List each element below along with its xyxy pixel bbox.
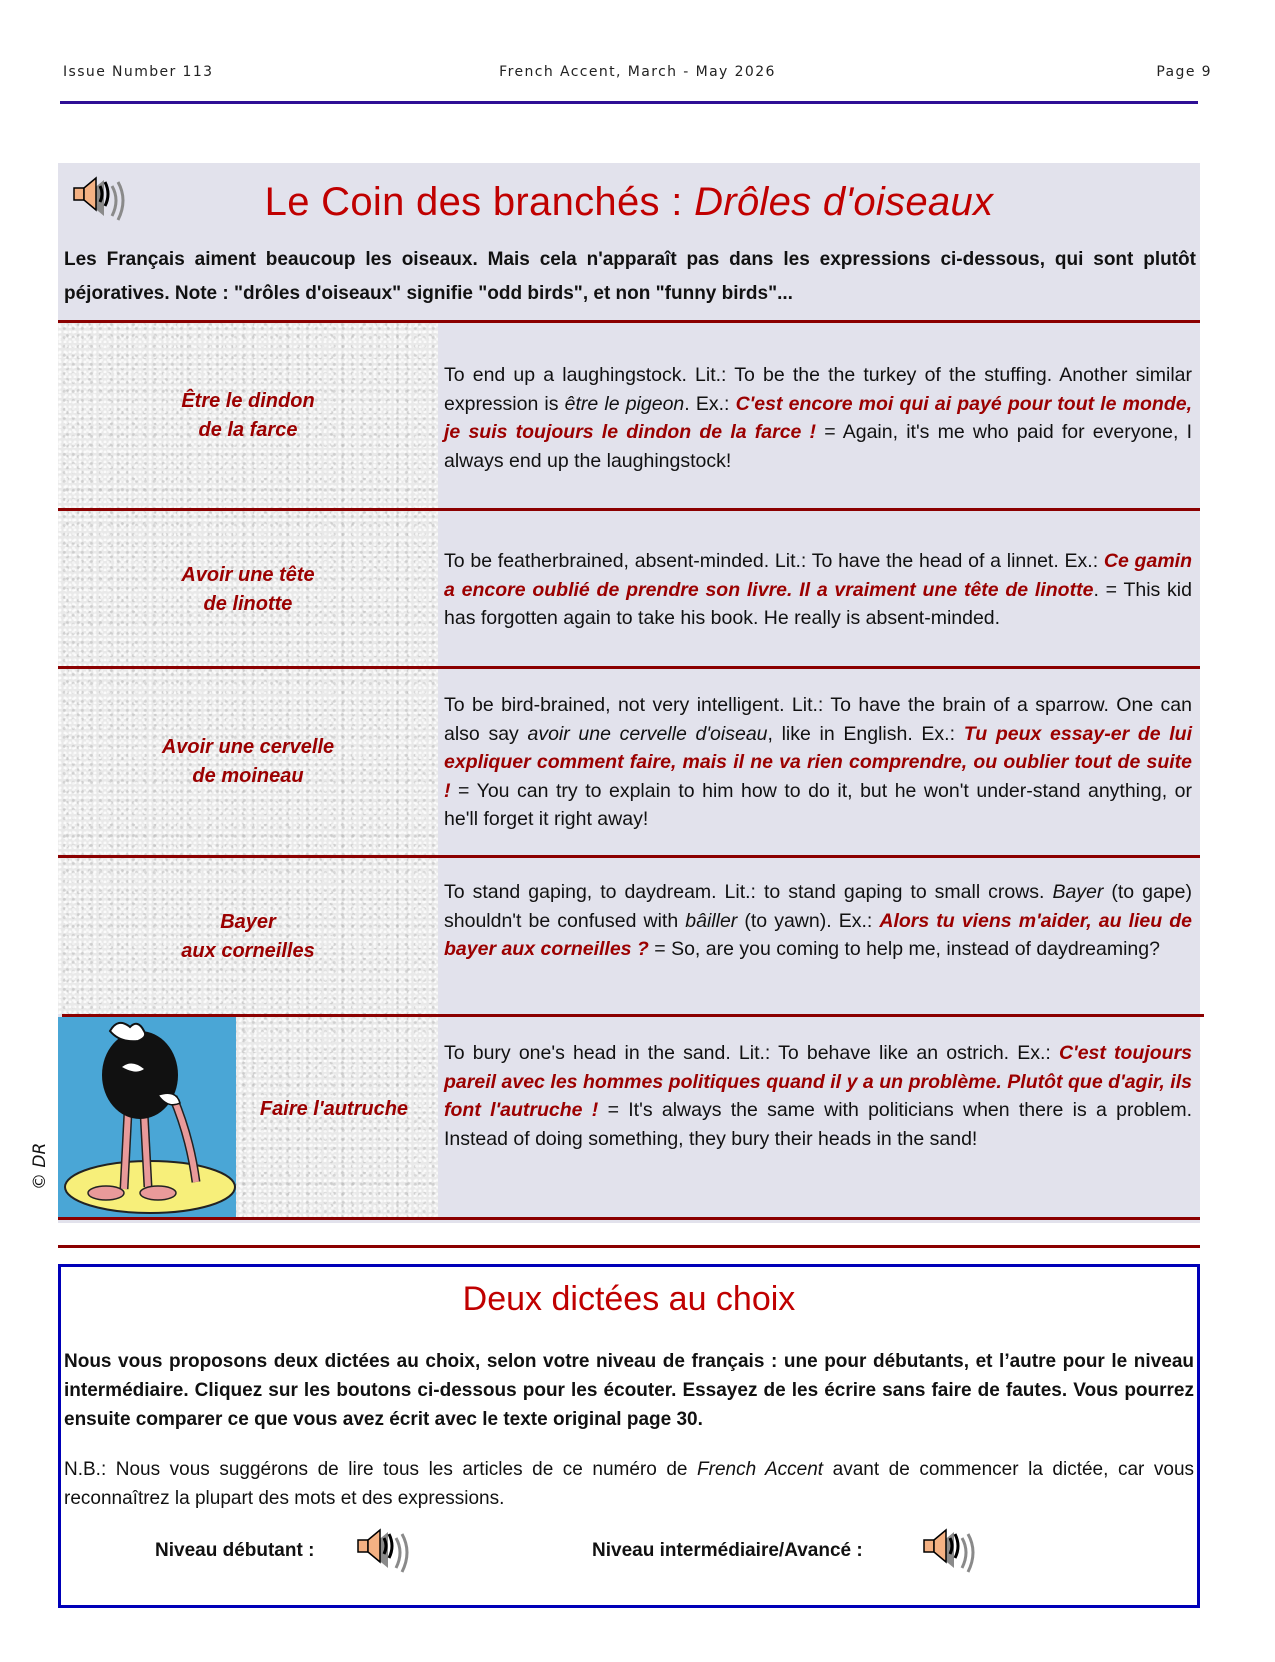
- def-text: To be bird-brained, not very intelligent. Lit.: To have the brain of a sparrow. One can also say: [444, 694, 1192, 745]
- expression-definition: [444, 1039, 1192, 1153]
- def-text: . Ex.:: [684, 392, 736, 415]
- expression-term: [58, 387, 438, 445]
- def-text: To end up a laughingstock. Lit.: To be the the turkey of the stuffing. Another similar expression is: [444, 364, 1192, 415]
- english-translation: = You can try to explain to him how to do it, but he won't under-stand anything, or he'll forget it right away!: [444, 779, 1192, 830]
- french-example: Ce gamin a encore oublié de prendre son livre. Il a vraiment une tête de linotte: [444, 550, 1192, 601]
- speaker-advanced-audio-icon[interactable]: [922, 1528, 980, 1578]
- term-line: Avoir une cervelle: [161, 736, 335, 758]
- french-example: C'est toujours pareil avec les hommes politiques quand il y a un problème. Plutôt que d'agir, ils font l'autruche !: [444, 1042, 1193, 1121]
- def-text: (to yawn). Ex.:: [737, 909, 880, 932]
- section-title-row: [58, 170, 1200, 240]
- def-text: , like in English. Ex.:: [767, 722, 964, 745]
- expression-term: [58, 561, 438, 619]
- title-main: Le Coin des branchés :: [264, 180, 695, 224]
- dictation-instructions: Nous vous proposons deux dictées au choix, selon votre niveau de français : une pour débutants, et l’autre pour le niveau intermédiaire. Cliquez sur les boutons ci-dessous pour les écouter. Essayez de les écrire sans faire de fautes. Vous pourrez ensuite comparer ce que vous avez écrit avec le texte original page 30.: [64, 1351, 1194, 1430]
- term-line: Avoir une tête: [181, 564, 315, 586]
- def-italic: être le pigeon: [564, 392, 685, 415]
- term-line: Bayer: [220, 911, 276, 933]
- page-header: [63, 64, 1212, 84]
- expression-definition: [444, 547, 1192, 633]
- expression-definition: [444, 691, 1192, 834]
- def-text: To stand gaping, to daydream. Lit.: to stand gaping to small crows.: [444, 881, 1053, 903]
- term-line: de linotte: [203, 593, 293, 615]
- header-rule: [60, 101, 1198, 104]
- expression-row: [58, 323, 1200, 508]
- def-italic: bâiller: [685, 909, 738, 932]
- note-italic: French Accent: [697, 1459, 824, 1480]
- note-text: N.B.: Nous vous suggérons de lire tous les articles de ce numéro de: [64, 1459, 698, 1480]
- ostrich-head-in-sand-illustration: [58, 1017, 236, 1217]
- expression-row: [58, 858, 1200, 1014]
- english-translation: = So, are you coming to help me, instead of daydreaming?: [648, 938, 1160, 960]
- title-italic: Drôles d'oiseaux: [694, 180, 994, 224]
- term-line: de la farce: [198, 419, 298, 441]
- term-line: Faire l'autruche: [259, 1098, 409, 1120]
- english-translation: . = This kid has forgotten again to take his book. He really is absent-minded.: [444, 578, 1192, 629]
- expression-term: [234, 1095, 434, 1124]
- expression-term: [58, 733, 438, 791]
- def-text: (to gape) shouldn't be confused with: [444, 881, 1192, 932]
- english-translation: = Again, it's me who paid for everyone, I always end up the laughingstock!: [444, 421, 1193, 472]
- expression-row: [58, 669, 1200, 855]
- english-translation: = It's always the same with politicians when there is a problem. Instead of doing something, they bury their heads in the sand!: [444, 1099, 1192, 1150]
- issue-number: Issue Number 113: [63, 64, 214, 80]
- level-beginner-label: Niveau débutant :: [155, 1540, 315, 1561]
- french-example: Tu peux essay-er de lui expliquer comment faire, mais il ne va rien comprendre, ou oublier tout de suite !: [444, 722, 1193, 802]
- level-advanced-label: Niveau intermédiaire/Avancé :: [592, 1540, 863, 1561]
- def-text: To bury one's head in the sand. Lit.: To behave like an ostrich. Ex.:: [444, 1042, 1059, 1064]
- def-text: To be featherbrained, absent-minded. Lit.: To have the head of a linnet. Ex.:: [444, 550, 1104, 572]
- section-title: [58, 180, 1200, 225]
- expression-definition: [444, 878, 1192, 964]
- term-line: Être le dindon: [181, 390, 315, 412]
- def-italic: Bayer: [1052, 881, 1104, 903]
- expression-term: [58, 908, 438, 966]
- section-intro: Les Français aiment beaucoup les oiseaux. Mais cela n'apparaît pas dans les expressions ci-dessous, qui sont plutôt péjoratives. Note : "drôles d'oiseaux" signifie "odd birds", et non "funny birds"...: [64, 249, 1196, 304]
- expression-definition: [444, 361, 1192, 475]
- dictation-note: [64, 1455, 1194, 1513]
- expression-row: [58, 511, 1200, 666]
- term-line: de moineau: [192, 765, 304, 787]
- note-text: avant de commencer la dictée, car vous reconnaîtrez la plupart des mots et des expressions.: [64, 1459, 1195, 1509]
- def-italic: avoir une cervelle d'oiseau: [527, 722, 768, 745]
- divider: [58, 1217, 1200, 1220]
- image-credit: © DR: [30, 1142, 50, 1190]
- dictation-title: Deux dictées au choix: [462, 1280, 796, 1318]
- section-divider: [58, 1245, 1200, 1248]
- expression-row: [58, 1017, 1200, 1217]
- term-line: aux corneilles: [181, 940, 315, 962]
- page-number: Page 9: [1156, 64, 1212, 80]
- french-example: Alors tu viens m'aider, au lieu de bayer aux corneilles ?: [444, 909, 1192, 960]
- publication-title: French Accent, March - May 2026: [499, 64, 776, 80]
- french-example: C'est encore moi qui ai payé pour tout le monde, je suis toujours le dindon de la farce !: [444, 392, 1192, 443]
- speaker-beginner-audio-icon[interactable]: [356, 1528, 414, 1578]
